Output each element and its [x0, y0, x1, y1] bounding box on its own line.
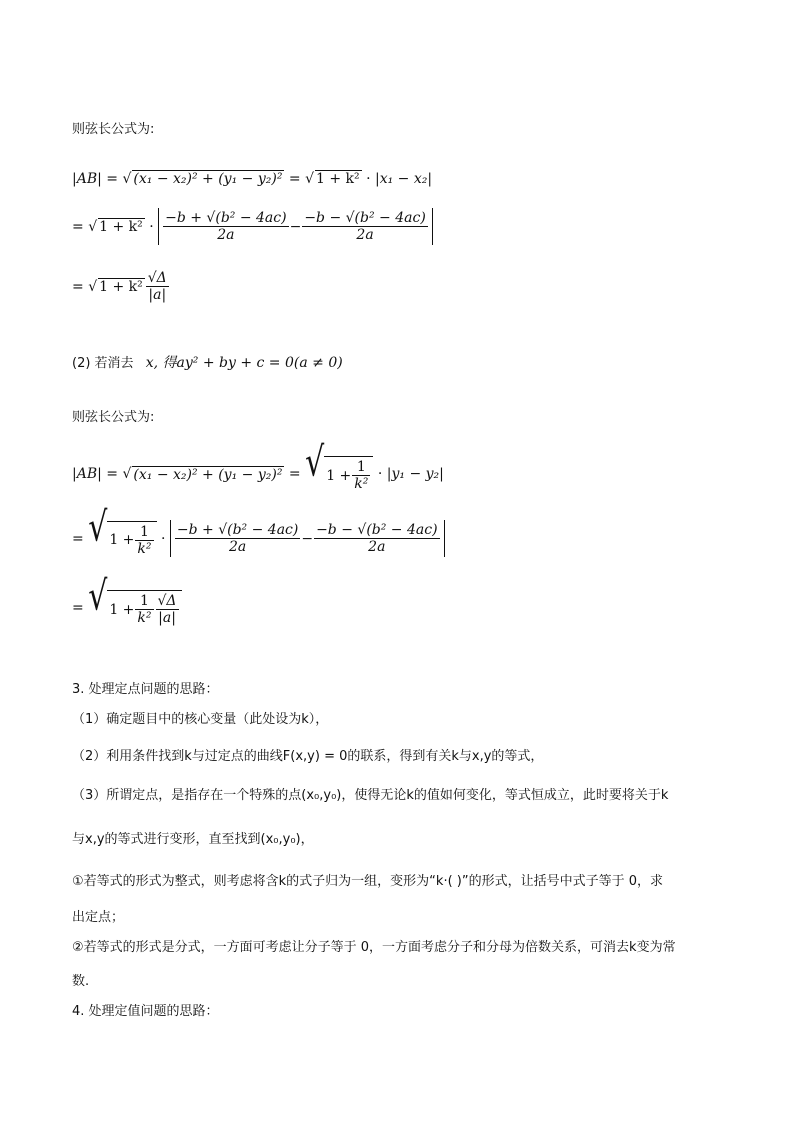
chord-formula-y-line-2: = √ 1 + $\frac{1}{\text{k²}}$ · $\frac{\text{−b + √(b² − 4ac)}}{2a}$ − $\frac{\text{−b − √(b² − 4ac)}}{2a}$	[72, 520, 445, 557]
chord-formula-line-2: = √ 1 + k² · $\frac{\text{−b + √(b² − 4ac)}}{2a}$ − $\frac{\text{−b − √(b² − 4ac)}}{2a}$	[72, 208, 433, 245]
step-1: （1）确定题目中的核心变量（此处设为k），	[72, 712, 329, 727]
chord-formula-y-line-3: = √ 1 + $\frac{1}{\text{k²}}$ $\frac{√\Delta}{|a|}$	[72, 590, 182, 626]
denominator: 2a	[356, 227, 374, 244]
numerator-minus: −b − √(b² − 4ac)	[304, 210, 426, 226]
ab-length: |AB|	[72, 171, 102, 187]
case-polynomial-line-b: 出定点；	[72, 910, 125, 925]
chord-length-intro-1: 则弦长公式为:	[72, 122, 155, 137]
case-fraction-line-b: 数.	[72, 974, 90, 989]
numerator-plus: −b + √(b² − 4ac)	[165, 210, 287, 226]
case-fraction-line-a: ②若等式的形式是分式，一方面可考虑让分子等于 0，一方面考虑分子和分母为倍数关系，可消去k变为常	[72, 940, 676, 955]
case-polynomial-line-a: ①若等式的形式为整式，则考虑将含k的式子归为一组，变形为“k·( )”的形式，让括号中式子等于 0，求	[72, 874, 663, 889]
section-3-title: 3. 处理定点问题的思路：	[72, 682, 219, 697]
case-label: (2) 若消去	[72, 356, 134, 371]
chord-formula-line-3: = √ 1 + k² $\frac{√\Delta}{|a|}$	[72, 270, 167, 304]
step-2: （2）利用条件找到k与过定点的曲线F(x,y) = 0的联系，得到有关k与x,y的等式，	[72, 749, 544, 764]
chord-length-intro-2: 则弦长公式为:	[72, 410, 155, 425]
step-3-line-b: 与x,y的等式进行变形，直至找到(x₀,y₀)，	[72, 832, 314, 847]
section-4-title: 4. 处理定值问题的思路：	[72, 1004, 219, 1019]
chord-formula-y-line-1: |AB| = √ (x₁ − x₂)² + (y₁ − y₂)² = √ 1 + $\frac{1}{\text{k²}}$ · |y₁ − y₂|	[72, 439, 444, 493]
chord-formula-line-1: |AB| = √ (x₁ − x₂)² + (y₁ − y₂)² = √ 1 + k² · |x₁ − x₂|	[72, 171, 433, 187]
abs-a: |a|	[148, 287, 167, 304]
x-difference-abs: |x₁ − x₂|	[375, 171, 433, 187]
step-3-line-a: （3）所谓定点，是指存在一个特殊的点(x₀,y₀)，使得无论k的值如何变化，等式恒成立，此时要将关于k	[72, 788, 669, 803]
denominator: 2a	[217, 227, 235, 244]
one-plus-k-squared: 1 + k²	[316, 171, 360, 187]
eliminate-x-line	[72, 352, 343, 372]
quadratic-in-y: x, 得ay² + by + c = 0(a ≠ 0)	[145, 355, 343, 371]
distance-expression: (x₁ − x₂)² + (y₁ − y₂)²	[133, 171, 283, 187]
sqrt-delta: √Δ	[147, 270, 167, 286]
y-difference-abs: |y₁ − y₂|	[386, 466, 444, 483]
